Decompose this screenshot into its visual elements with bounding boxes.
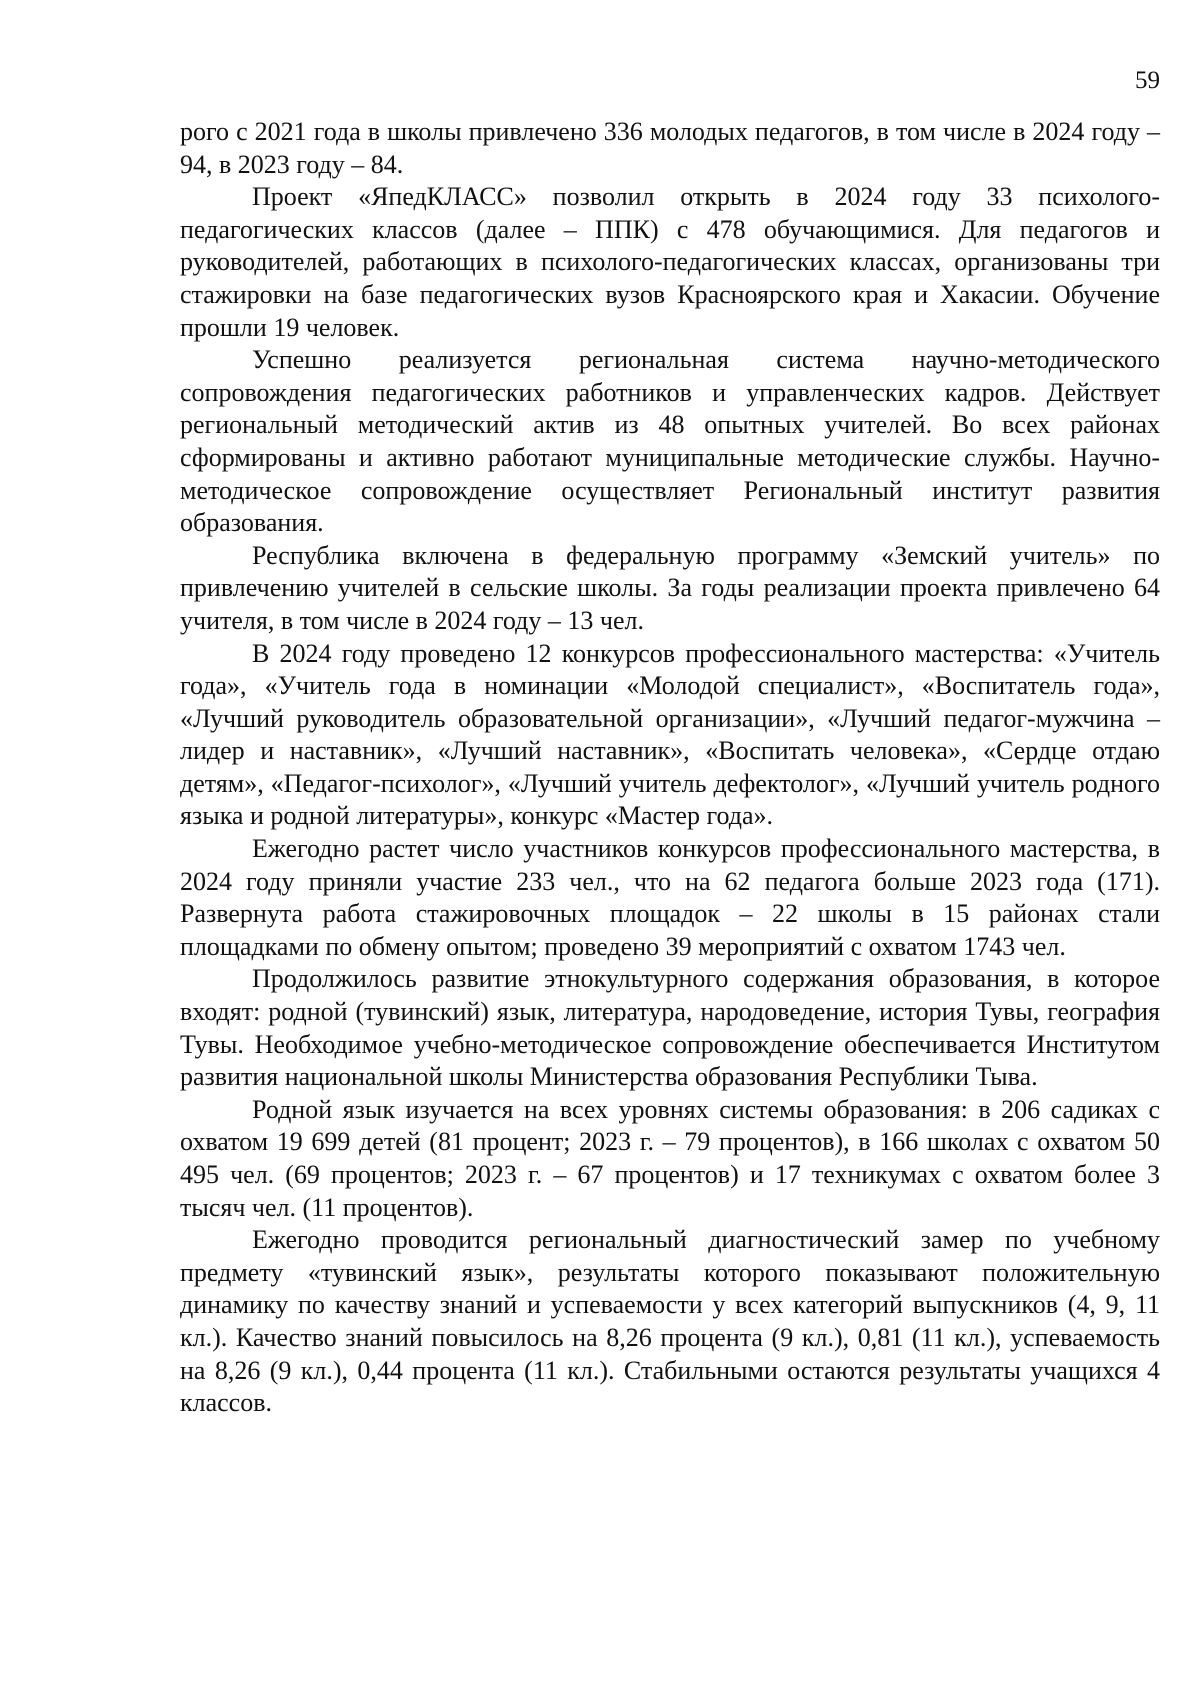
paragraph-zemsky-uchitel: Республика включена в федеральную программу «Земский учитель» по привлечению учителей в сельские школы. За годы реализации проекта привлечено 64 учителя, в том числе в 2024 году – 13 чел. [180, 540, 1160, 635]
paragraph-diagnostic: Ежегодно проводится региональный диагностический замер по учебному предмету «тувинский язык», результаты которого показывают положительную динамику по качеству знаний и успеваемости у всех категорий выпускников (4, 9, 11 кл.). Качество знаний повысилось на 8,26 процента (9 кл.), 0,81 (11 кл.), успеваемость на 8,26 (9 кл.), 0,44 процента (11 кл.). Стабильными остаются результаты учащихся 4 классов. [180, 1225, 1160, 1418]
paragraph-ethnocultural: Продолжилось развитие этнокультурного содержания образования, в которое входят: родной (тувинский) язык, литература, народоведение, история Тувы, география Тувы. Необходимое учебно-методическое сопровождение обеспечивается Институтом развития национальной школы Министерства образования Республики Тыва. [180, 964, 1160, 1092]
paragraph-methodical-support: Успешно реализуется региональная система научно-методического сопровождения педагогических работников и управленческих кадров. Действует региональный методический актив из 48 опытных учителей. Во всех районах сформированы и активно работают муниципальные методические службы. Научно-методическое сопровождение осуществляет Региональный институт развития образования. [180, 345, 1160, 538]
paragraph-contest-participants: Ежегодно растет число участников конкурсов профессионального мастерства, в 2024 году приняли участие 233 чел., что на 62 педагога больше 2023 года (171). Развернута работа стажировочных площадок – 22 школы в 15 районах стали площадками по обмену опытом; проведено 39 мероприятий с охватом 1743 чел. [180, 834, 1160, 961]
paragraph-ypedklass: Проект «ЯпедКЛАСС» позволил открыть в 2024 году 33 психолого-педагогических классов (далее – ППК) с 478 обучающимися. Для педагогов и руководителей, работающих в психолого-педагогических классах, организованы три стажировки на базе педагогических вузов Красноярского края и Хакасии. Обучение прошли 19 человек. [180, 182, 1160, 342]
paragraph-native-language: Родной язык изучается на всех уровнях системы образования: в 206 садиках с охватом 19 699 детей (81 процент; 2023 г. – 79 процентов), в 166 школах с охватом 50 495 чел. (69 процентов; 2023 г. – 67 процентов) и 17 техникумах с охватом более 3 тысяч чел. (11 процентов). [180, 1094, 1160, 1222]
page-number: 59 [1135, 67, 1160, 94]
document-body [180, 116, 1160, 1420]
paragraph-continuation: рого с 2021 года в школы привлечено 336 молодых педагогов, в том числе в 2024 году – 94, в 2023 году – 84. [180, 117, 1160, 179]
paragraph-contests: В 2024 году проведено 12 конкурсов профессионального мастерства: «Учитель года», «Учитель года в номинации «Молодой специалист», «Воспитатель года», «Лучший руководитель образовательной организации», «Лучший педагог-мужчина – лидер и наставник», «Лучший наставник», «Воспитать человека», «Сердце отдаю детям», «Педагог-психолог», «Лучший учитель дефектолог», «Лучший учитель родного языка и родной литературы», конкурс «Мастер года». [180, 638, 1160, 831]
